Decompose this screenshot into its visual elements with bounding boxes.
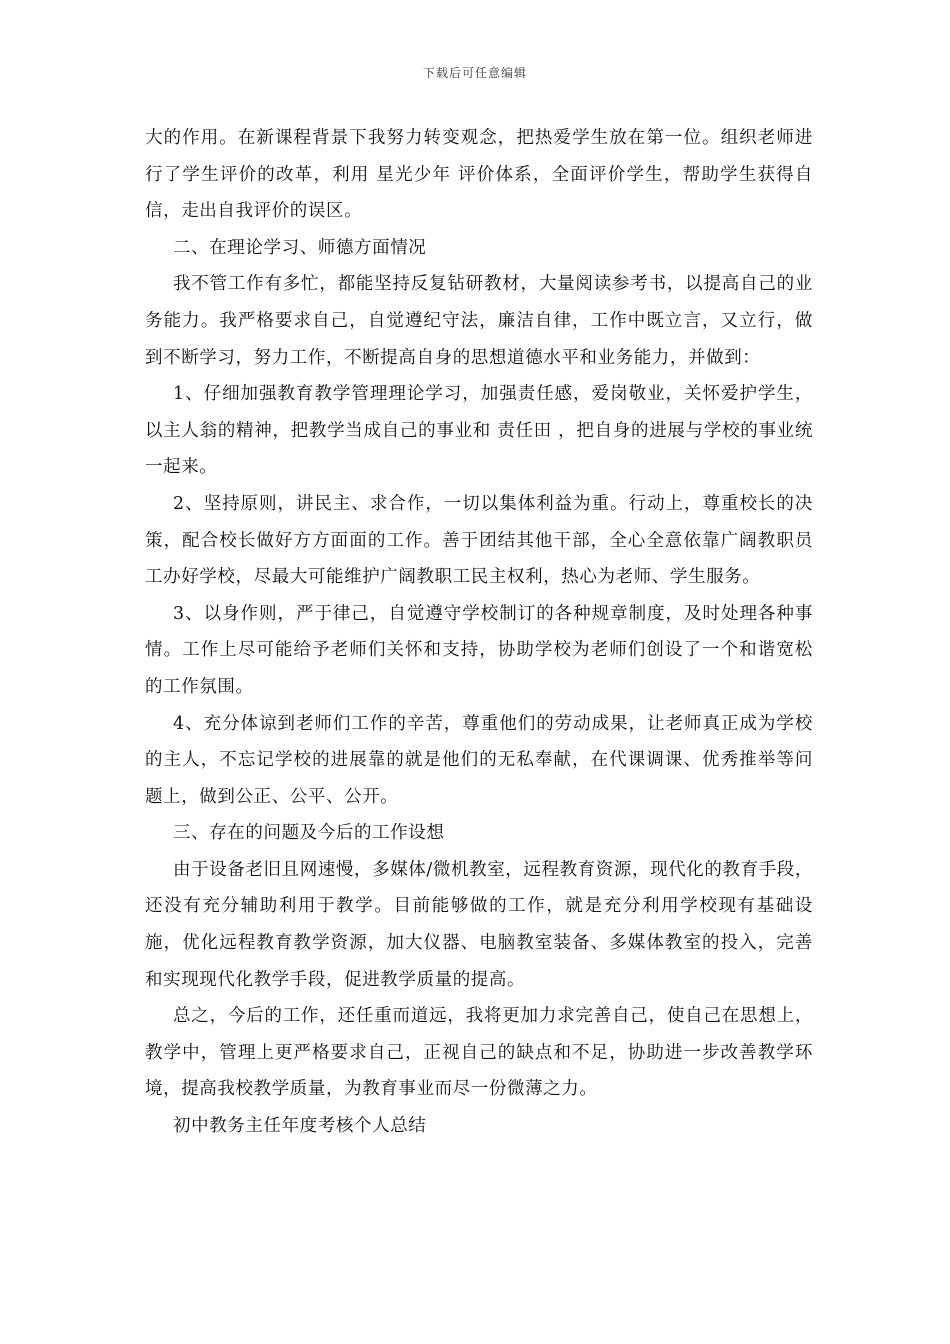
list-item-1: 1、仔细加强教育教学管理理论学习，加强责任感，爱岗敬业，关怀爱护学生，以主人翁的精神，把教学当成自己的事业和 责任田 ，把自身的进展与学校的事业统一起来。 <box>145 384 813 478</box>
section-3-paragraph: 由于设备老旧且网速慢，多媒体/微机教室，远程教育资源，现代化的教育手段，还没有充分辅助利用于教学。目前能够做的工作，就是充分利用学校现有基础设施，优化远程教育教学资源，加大仪器、电脑教室装备、多媒体教室的投入，完善和实现现代化教学手段，促进教学质量的提高。 <box>145 859 813 990</box>
document-body <box>145 120 813 1145</box>
section-2-heading: 二、在理论学习、师德方面情况 <box>173 237 427 258</box>
section-2-paragraph: 我不管工作有多忙，都能坚持反复钻研教材，大量阅读参考书，以提高自己的业务能力。我严格要求自己，自觉遵纪守法，廉洁自律，工作中既立言，又立行，做到不断学习，努力工作，不断提高自身的思想道德水平和业务能力，并做到： <box>145 274 813 368</box>
list-item-3: 3、以身作则，严于律己，自觉遵守学校制订的各种规章制度，及时处理各种事情。工作上尽可能给予老师们关怀和支持，协助学校为老师们创设了一个和谐宽松的工作氛围。 <box>145 603 813 697</box>
list-item-2: 2、坚持原则，讲民主、求合作，一切以集体利益为重。行动上，尊重校长的决策，配合校长做好方方面面的工作。善于团结其他干部，全心全意依靠广阔教职员工办好学校，尽最大可能维护广阔教职工民主权利，热心为老师、学生服务。 <box>145 493 813 588</box>
section-3-heading: 三、存在的问题及今后的工作设想 <box>173 823 445 844</box>
next-document-title: 初中教务主任年度考核个人总结 <box>173 1116 427 1137</box>
page-header-note: 下载后可任意编辑 <box>422 66 527 80</box>
conclusion-paragraph: 总之，今后的工作，还任重而道远，我将更加力求完善自己，使自己在思想上，教学中，管理上更严格要求自己，正视自己的缺点和不足，协助进一步改善教学环境，提高我校教学质量，为教育事业而尽一份微薄之力。 <box>145 1006 813 1100</box>
intro-paragraph: 大的作用。在新课程背景下我努力转变观念，把热爱学生放在第一位。组织老师进行了学生评价的改革，利用 星光少年 评价体系，全面评价学生，帮助学生获得自信，走出自我评价的误区。 <box>145 128 813 222</box>
list-item-4: 4、充分体谅到老师们工作的辛苦，尊重他们的劳动成果，让老师真正成为学校的主人，不忘记学校的进展靠的就是他们的无私奉献，在代课调课、优秀推举等问题上，做到公正、公平、公开。 <box>145 713 813 807</box>
